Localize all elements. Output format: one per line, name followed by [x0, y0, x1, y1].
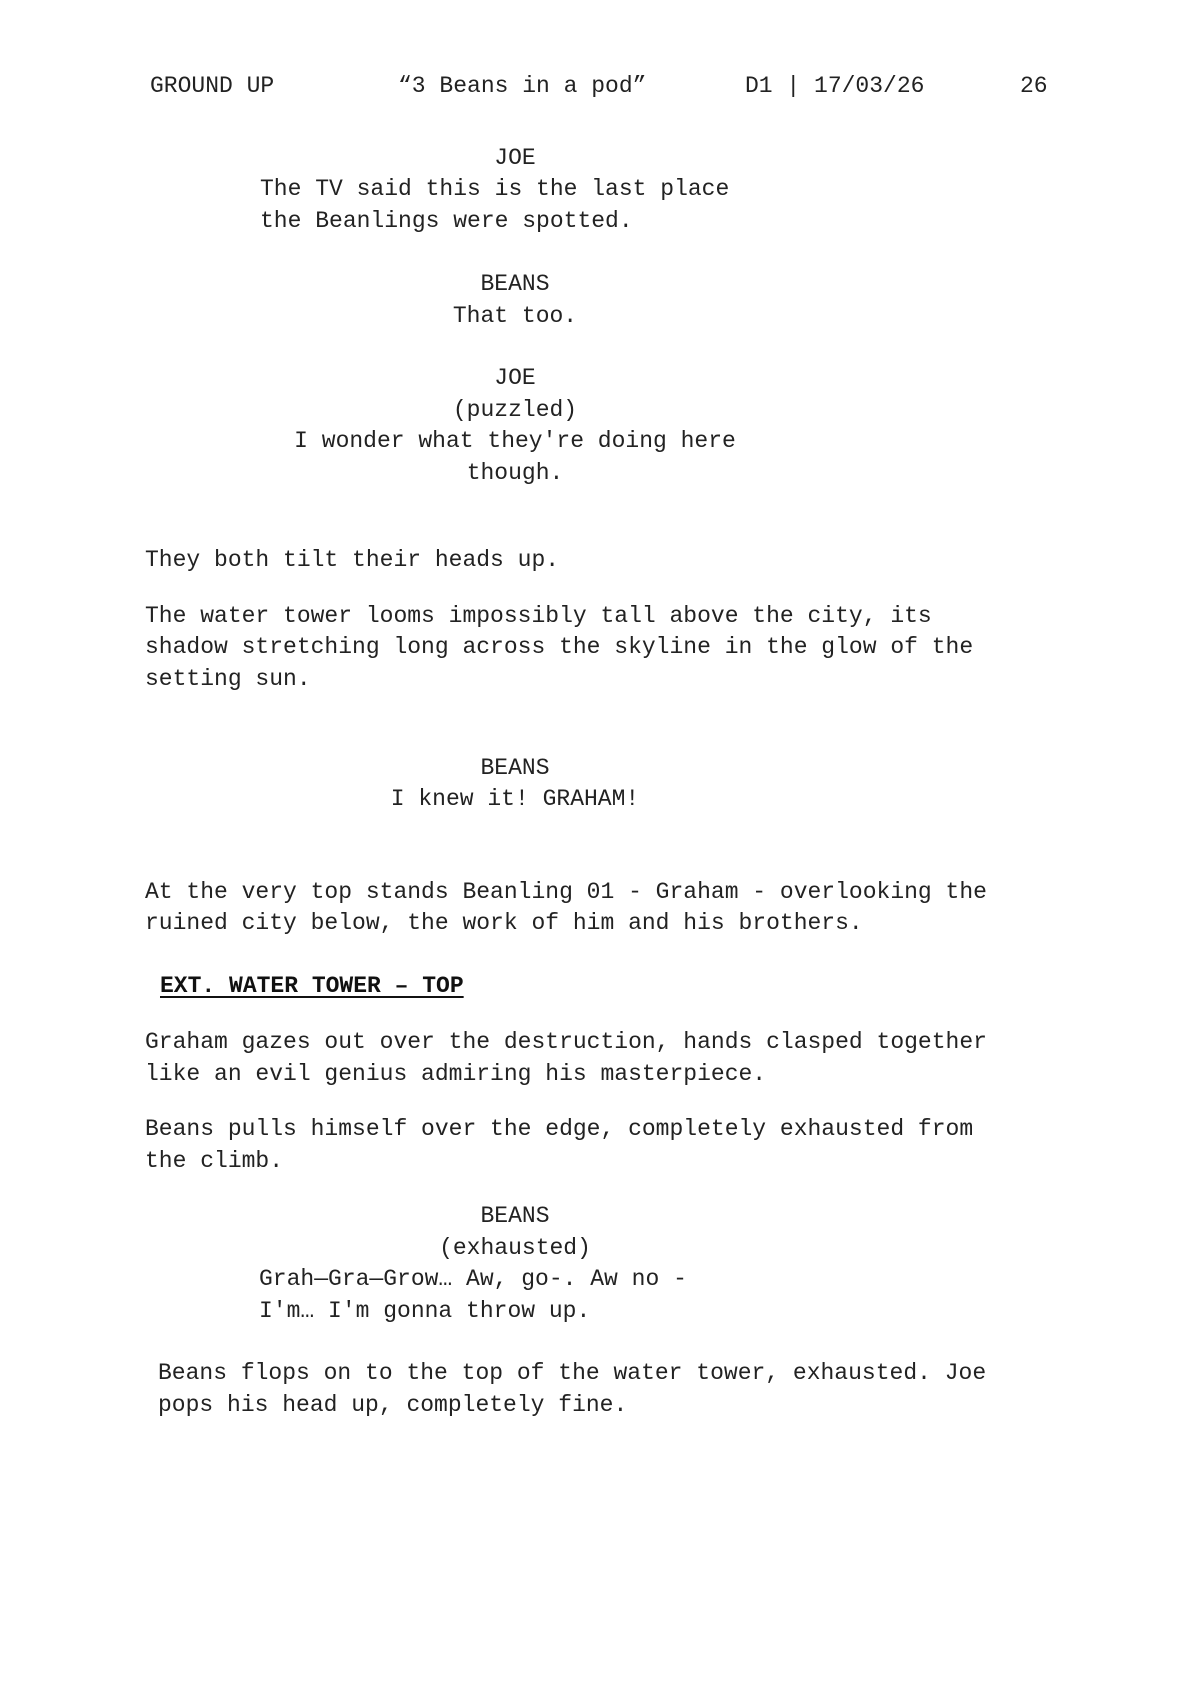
dialogue-line: I knew it! GRAHAM! [390, 786, 640, 812]
header-draft-date: D1 | 17/03/26 [745, 73, 925, 99]
header-page-number: 26 [1020, 73, 1048, 99]
action-line: Graham gazes out over the destruction, hands clasped together [145, 1029, 987, 1055]
action-line: At the very top stands Beanling 01 - Graham - overlooking the [145, 879, 987, 905]
action-line: shadow stretching long across the skyline in the glow of the [145, 634, 974, 660]
action-line: Beans flops on to the top of the water tower, exhausted. Joe [158, 1360, 987, 1386]
action-line: like an evil genius admiring his masterpiece. [145, 1061, 767, 1087]
dialogue-line: That too. [452, 303, 578, 329]
dialogue-line: the Beanlings were spotted. [260, 208, 633, 234]
dialogue-line: I'm… I'm gonna throw up. [259, 1298, 591, 1324]
parenthetical: (puzzled) [452, 397, 578, 423]
dialogue-line: The TV said this is the last place [260, 176, 730, 202]
action-line: ruined city below, the work of him and his brothers. [145, 910, 863, 936]
character-name: JOE [494, 145, 536, 171]
action-line: pops his head up, completely fine. [158, 1392, 628, 1418]
scene-heading: EXT. WATER TOWER – TOP [160, 973, 464, 999]
dialogue-line: though. [466, 460, 564, 486]
action-line: The water tower looms impossibly tall above the city, its [145, 603, 932, 629]
character-name: BEANS [480, 755, 550, 781]
action-line: setting sun. [145, 666, 311, 692]
character-name: JOE [494, 365, 536, 391]
parenthetical: (exhausted) [439, 1235, 591, 1261]
action-line: They both tilt their heads up. [145, 547, 560, 573]
dialogue-line: Grah—Gra—Grow… Aw, go-. Aw no - [259, 1266, 687, 1292]
header-episode-title: “3 Beans in a pod” [398, 73, 647, 99]
action-line: Beans pulls himself over the edge, completely exhausted from [145, 1116, 974, 1142]
character-name: BEANS [480, 271, 550, 297]
header-show-title: GROUND UP [150, 73, 275, 99]
character-name: BEANS [480, 1203, 550, 1229]
action-line: the climb. [145, 1148, 284, 1174]
dialogue-line: I wonder what they're doing here [294, 428, 736, 454]
